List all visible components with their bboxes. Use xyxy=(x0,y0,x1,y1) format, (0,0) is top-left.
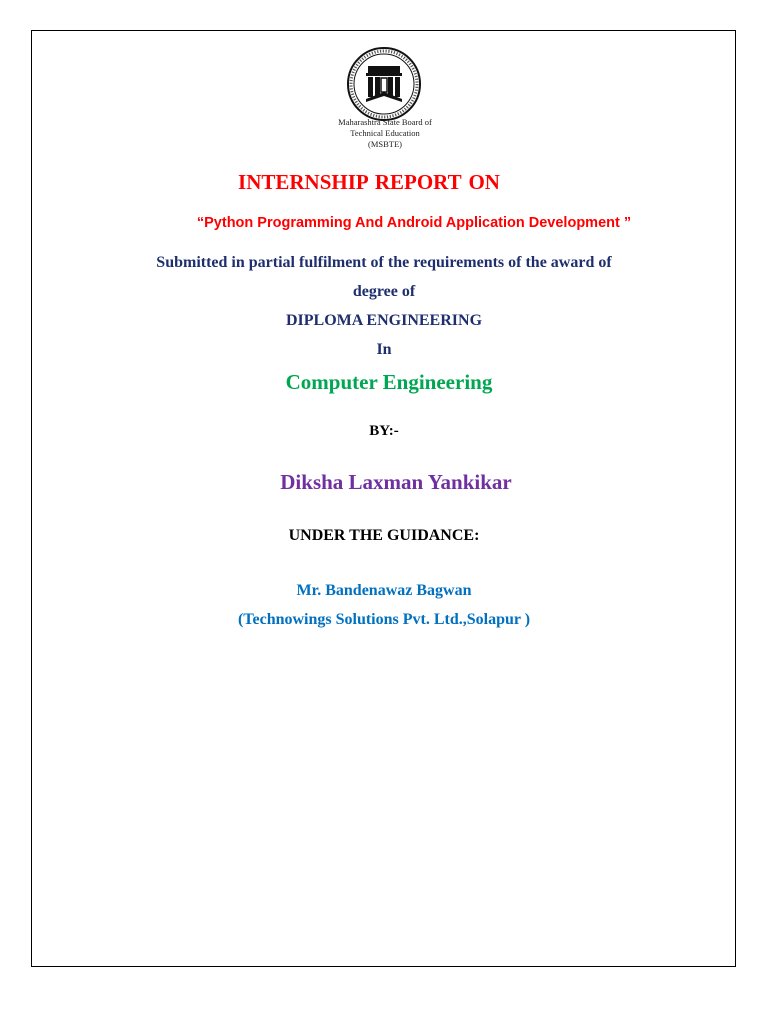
guide-name: Mr. Bandenawaz Bagwan xyxy=(296,582,472,599)
branch-name: Computer Engineering xyxy=(285,370,493,394)
degree-name: DIPLOMA ENGINEERING xyxy=(285,312,483,329)
by-label: BY:- xyxy=(369,423,399,439)
msbte-logo xyxy=(331,44,451,156)
logo-caption xyxy=(315,117,455,150)
report-title: INTERNSHIP REPORT ON xyxy=(238,170,500,194)
report-topic: “Python Programming And Android Application Development ” xyxy=(196,215,632,231)
guide-organization: (Technowings Solutions Pvt. Ltd.,Solapur ) xyxy=(237,611,531,628)
submission-statement-line-1: Submitted in partial fulfilment of the requirements of the award of xyxy=(156,254,612,271)
student-name: Diksha Laxman Yankikar xyxy=(280,470,512,494)
guidance-label: UNDER THE GUIDANCE: xyxy=(288,527,480,544)
degree-connector: In xyxy=(376,341,392,358)
submission-statement-line-2: degree of xyxy=(352,283,416,300)
logo-caption-line: (MSBTE) xyxy=(368,139,402,149)
logo-caption-line: Maharashtra State Board of xyxy=(338,117,432,127)
logo-caption-line: Technical Education xyxy=(350,128,420,138)
